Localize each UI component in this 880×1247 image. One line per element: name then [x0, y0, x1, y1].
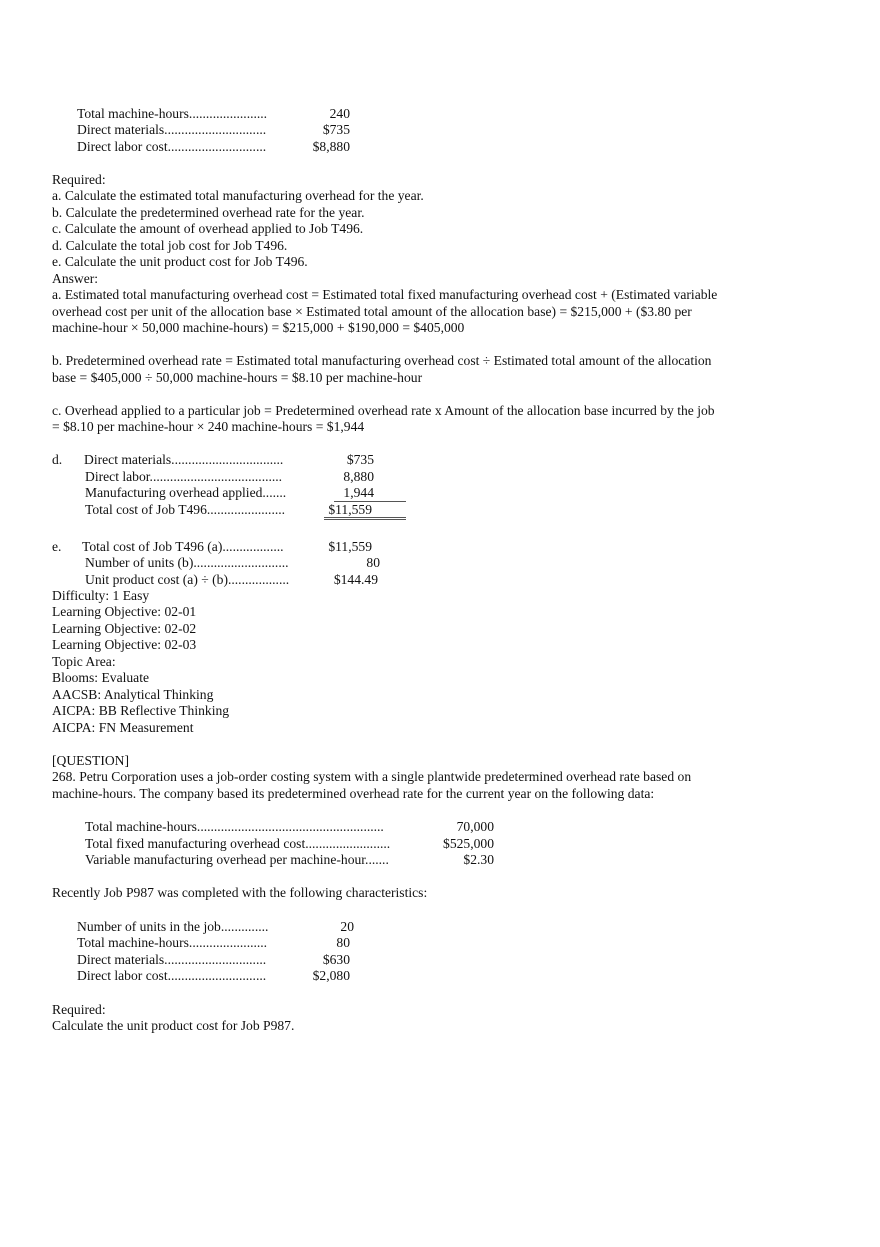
recent-job-text: Recently Job P987 was completed with the following characteristics: — [52, 885, 428, 900]
answer-b-line: base = $405,000 ÷ 50,000 machine-hours = $8.10 per machine-hour — [52, 370, 423, 385]
aacsb: AACSB: Analytical Thinking — [52, 687, 214, 702]
answer-a-line: overhead cost per unit of the allocation base × Estimated total amount of the allocation base) = $215,000 + ($3.80 per — [52, 304, 692, 319]
required-item-c: c. Calculate the amount of overhead applied to Job T496. — [52, 221, 364, 236]
row-label: Direct labor....................................... — [85, 469, 283, 484]
row-value: $11,559 — [328, 539, 372, 554]
row-label: Direct materials.............................. — [77, 952, 267, 967]
answer-e-marker: e. — [52, 539, 62, 554]
aicpa: AICPA: BB Reflective Thinking — [52, 703, 230, 718]
answer-d-marker: d. — [52, 452, 63, 467]
row-value: 240 — [329, 106, 350, 121]
row-label: Total machine-hours....................... — [77, 935, 268, 950]
row-value: $8,880 — [312, 139, 350, 154]
learning-objective: Learning Objective: 02-01 — [52, 604, 197, 619]
row-label: Total cost of Job T496....................... — [85, 502, 286, 517]
row-label: Variable manufacturing overhead per machine-hour....... — [85, 852, 389, 867]
blooms: Blooms: Evaluate — [52, 670, 150, 685]
question-tag: [QUESTION] — [52, 753, 130, 768]
row-value: 70,000 — [456, 819, 494, 834]
answer-a-line: machine-hour × 50,000 machine-hours) = $215,000 + $190,000 = $405,000 — [52, 320, 465, 335]
row-label: Total fixed manufacturing overhead cost......................... — [85, 836, 391, 851]
row-value: 80 — [366, 555, 380, 570]
answer-heading: Answer: — [52, 271, 99, 286]
row-label: Manufacturing overhead applied....... — [85, 485, 287, 500]
learning-objective: Learning Objective: 02-03 — [52, 637, 197, 652]
row-value: $2,080 — [312, 968, 350, 983]
row-value: 8,880 — [343, 469, 374, 484]
row-label: Total cost of Job T496 (a).................. — [82, 539, 284, 554]
row-value: $144.49 — [333, 572, 378, 587]
row-value: $525,000 — [443, 836, 494, 851]
row-label: Direct labor cost............................. — [77, 968, 267, 983]
required-item-a: a. Calculate the estimated total manufacturing overhead for the year. — [52, 188, 424, 203]
row-label: Direct materials.............................. — [77, 122, 267, 137]
row-value: $735 — [322, 122, 350, 137]
required-item-e: e. Calculate the unit product cost for Job T496. — [52, 254, 308, 269]
difficulty: Difficulty: 1 Easy — [52, 588, 150, 603]
row-label: Total machine-hours....................... — [77, 106, 268, 121]
question-text: 268. Petru Corporation uses a job-order costing system with a single plantwide predetermined overhead rate based on — [52, 769, 692, 784]
row-value: $735 — [346, 452, 374, 467]
row-value: $630 — [322, 952, 350, 967]
answer-b-line: b. Predetermined overhead rate = Estimated total manufacturing overhead cost ÷ Estimated total amount of the allocation — [52, 353, 712, 368]
required2-text: Calculate the unit product cost for Job P987. — [52, 1018, 295, 1033]
question-text: machine-hours. The company based its predetermined overhead rate for the current year on the following data: — [52, 786, 655, 801]
topic-area: Topic Area: — [52, 654, 116, 669]
required-item-b: b. Calculate the predetermined overhead rate for the year. — [52, 205, 365, 220]
row-value: 20 — [340, 919, 354, 934]
row-label: Number of units (b)............................ — [85, 555, 289, 570]
row-value: $2.30 — [463, 852, 494, 867]
answer-a-line: a. Estimated total manufacturing overhead cost = Estimated total fixed manufacturing overhead cost + (Estimated variable — [52, 287, 718, 302]
row-value: 80 — [336, 935, 350, 950]
row-label: Total machine-hours....................................................... — [85, 819, 384, 834]
aicpa: AICPA: FN Measurement — [52, 720, 194, 735]
required-item-d: d. Calculate the total job cost for Job T496. — [52, 238, 288, 253]
learning-objective: Learning Objective: 02-02 — [52, 621, 197, 636]
answer-c-line: = $8.10 per machine-hour × 240 machine-hours = $1,944 — [52, 419, 365, 434]
row-label: Direct labor cost............................. — [77, 139, 267, 154]
row-label: Number of units in the job.............. — [77, 919, 269, 934]
required2-heading: Required: — [52, 1002, 106, 1017]
row-value: 1,944 — [343, 485, 374, 500]
row-label: Direct materials................................. — [84, 452, 284, 467]
row-label: Unit product cost (a) ÷ (b).................. — [85, 572, 290, 587]
required-heading: Required: — [52, 172, 106, 187]
row-value: $11,559 — [328, 502, 372, 517]
total-double-rule — [324, 517, 406, 520]
answer-c-line: c. Overhead applied to a particular job = Predetermined overhead rate x Amount of the allocation base incurred by the job — [52, 403, 715, 418]
